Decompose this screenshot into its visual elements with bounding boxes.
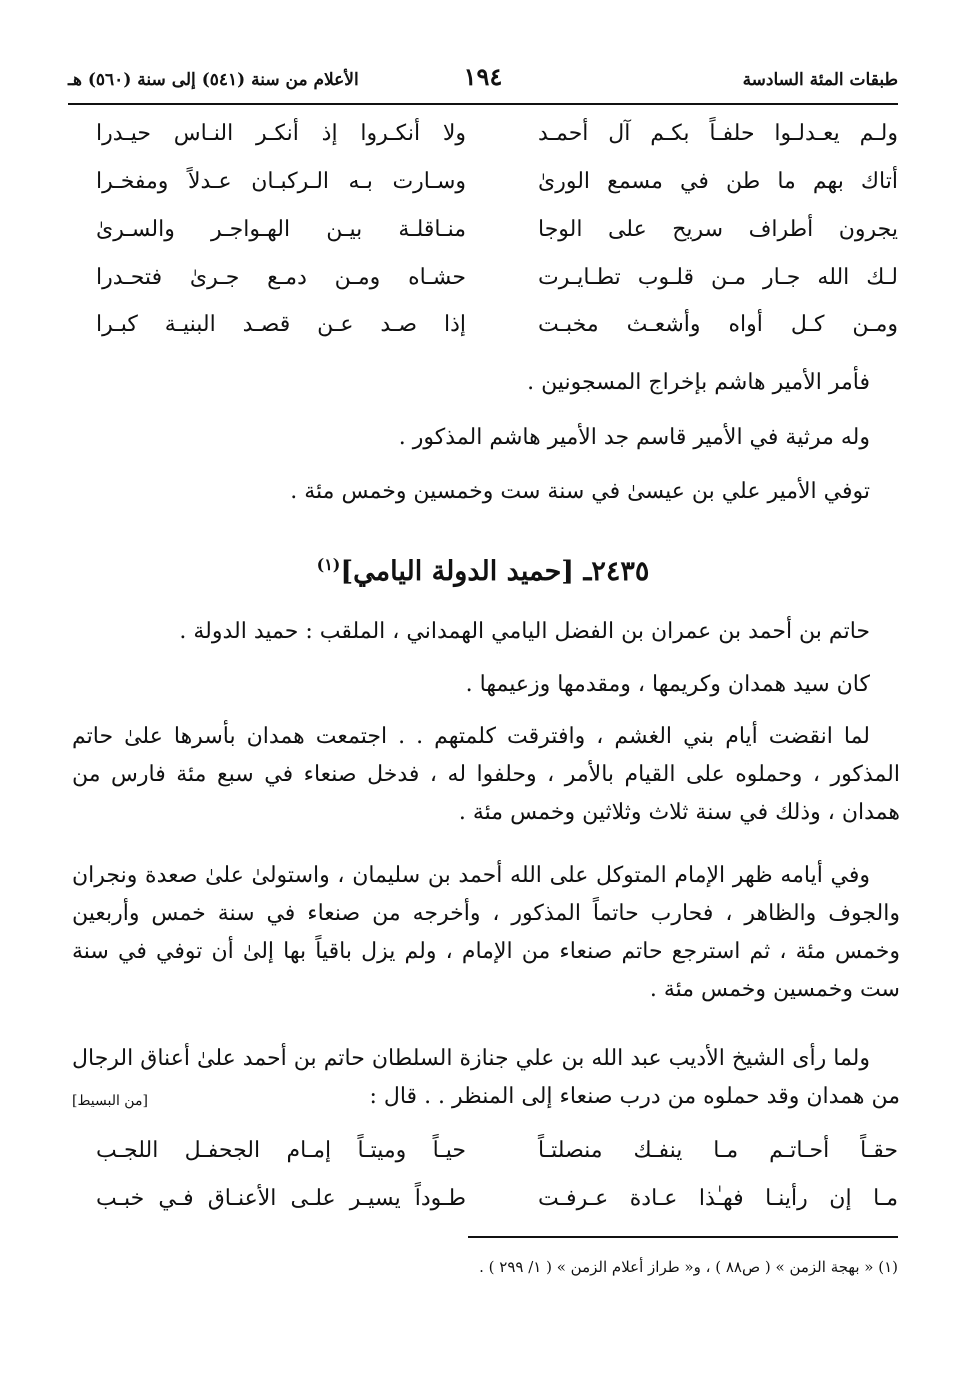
verse-line — [68, 169, 898, 209]
verse-second-hemistich: حشـاه ومـن دمـع جـرىٰ فتحـدرا — [96, 265, 466, 290]
paragraph: ولما رأى الشيخ الأديب عبد الله بن علي جنازة السلطان حاتم بن أحمد علىٰ أعناق الرجال من همدان وقد حملوه من درب صنعاء إلى المنظر . . قال : — [72, 1046, 900, 1109]
running-header — [68, 62, 898, 98]
verse-line — [68, 265, 898, 305]
paragraph: توفي الأمير علي بن عيسىٰ في سنة ست وخمسين وخمس مئة . — [290, 479, 870, 504]
footnote-ref: (١) — [316, 555, 341, 574]
verse-second-hemistich: إذا صـد عـن قصـد البنيـة كبـرا — [96, 312, 466, 337]
verse-first-hemistich: مـا إن رأينـا فهـٰذا عـادة عـرفـت — [538, 1186, 898, 1211]
header-rule — [68, 103, 898, 105]
meter-label: [من البسيط] — [72, 1093, 148, 1109]
verse-second-hemistich: وسـارت بـه الـركبـان عـدلاً ومفخـرا — [96, 169, 466, 194]
verse-line — [68, 1138, 898, 1178]
header-date-range: الأعلام من سنة (٥٤١) إلى سنة (٥٦٠) هـ — [68, 70, 359, 90]
entry-title: ٢٤٣٥ـ [حميد الدولة اليامي] — [340, 556, 650, 587]
verse-first-hemistich: أتاك بهم ما طن في مسمع الورىٰ — [538, 169, 898, 194]
paragraph: وفي أيامه ظهر الإمام المتوكل على الله أحمد بن سليمان ، واستولىٰ علىٰ صعدة ونجران والجوف والظاهر ، فحارب حاتماً المذكور ، وأخرجه من صنعاء في سنة خمس وأربعين وخمس مئة ، ثم استرجع حاتم صنعاء من الإمام ، ولم يزل باقياً بها إلىٰ أن توفي في سنة ست وخمسين وخمس مئة . — [72, 863, 900, 1002]
page-number: ١٩٤ — [463, 62, 503, 91]
footnote-rule — [468, 1236, 898, 1238]
verse-line — [68, 1186, 898, 1226]
verse-second-hemistich: منـاقلـة بيـن الهـواجـر والسـرىٰ — [96, 217, 466, 242]
paragraph: فأمر الأمير هاشم بإخراج المسجونين . — [527, 370, 870, 395]
verse-first-hemistich: يجرون أطراف سريح على الوجا — [538, 217, 898, 242]
paragraph: لما انقضت أيام بني الغشم ، وافترقت كلمتهم . . اجتمعت همدان بأسرها علىٰ حاتم المذكور ، وحملوه على القيام بالأمر ، وحلفوا له ، فدخل صنعاء في سبع مئة فارس من همدان ، وذلك في سنة ثلاث وثلاثين وخمس مئة . — [72, 724, 900, 825]
verse-second-hemistich: ولا أنكـروا إذ أنكـر النـاس حيـدرا — [96, 121, 466, 146]
verse-first-hemistich: ومـن كـل أواه وأشعـث مخبـت — [538, 312, 898, 337]
footnote: (١) « بهجة الزمن » ( ص٨٨ ) ، و« طراز أعلام الزمن » ( ١/ ٢٩٩ ) . — [479, 1258, 898, 1276]
verse-line — [68, 312, 898, 352]
paragraph: كان سيد همدان وكريمها ، ومقدمها وزعيمها . — [465, 672, 870, 697]
verse-second-hemistich: حيـاً وميتـاً إمـام الجحفـل اللجـب — [96, 1138, 466, 1163]
verse-second-hemistich: طـوداً يسيـر علـى الأعنـاق فـي خبـب — [96, 1186, 466, 1211]
verse-first-hemistich: لـك الله جـار مـن قلـوب تطـايـرت — [538, 265, 898, 290]
verse-first-hemistich: حقـاً أحـاتـم مـا ينفـك منصلتـاً — [538, 1138, 898, 1163]
verse-line — [68, 217, 898, 257]
verse-first-hemistich: ولـم يعـدلـوا حلفـاً بكـم آل أحمـد — [538, 121, 898, 146]
paragraph: حاتم بن أحمد بن عمران بن الفضل اليامي الهمداني ، الملقب : حميد الدولة . — [179, 619, 870, 644]
entry-heading — [68, 555, 898, 587]
header-section-title: طبقات المئة السادسة — [742, 70, 898, 90]
verse-line — [68, 121, 898, 161]
paragraph: وله مرثية في الأمير قاسم جد الأمير هاشم المذكور . — [398, 425, 870, 450]
